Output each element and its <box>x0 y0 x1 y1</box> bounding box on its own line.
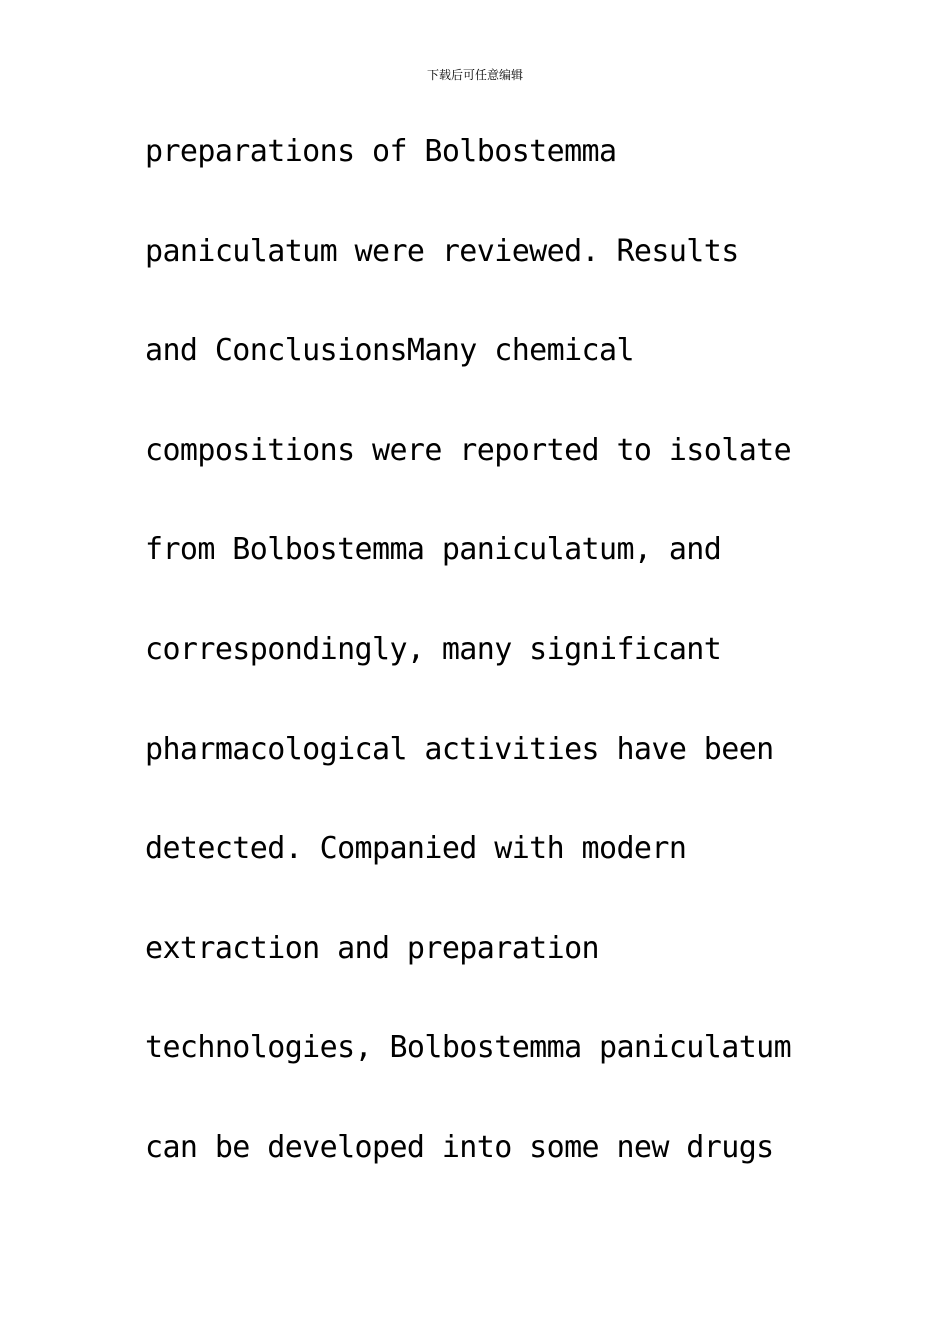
text-line: paniculatum were reviewed. Results <box>145 233 739 269</box>
text-line: can be developed into some new drugs <box>145 1129 774 1165</box>
text-line: and ConclusionsMany chemical <box>145 333 634 369</box>
page-header: 下载后可任意编辑 <box>426 68 523 82</box>
text-line: from Bolbostemma paniculatum, and <box>145 532 722 568</box>
body-text <box>145 128 825 1224</box>
text-line: detected. Companied with modern <box>145 831 687 867</box>
text-line: preparations of Bolbostemma <box>145 134 617 169</box>
text-line: extraction and preparation <box>145 930 599 966</box>
text-line: compositions were reported to isolate <box>145 432 792 468</box>
text-line: pharmacological activities have been <box>145 731 774 767</box>
text-line: technologies, Bolbostemma paniculatum <box>145 1030 792 1066</box>
text-line: correspondingly, many significant <box>145 631 722 667</box>
